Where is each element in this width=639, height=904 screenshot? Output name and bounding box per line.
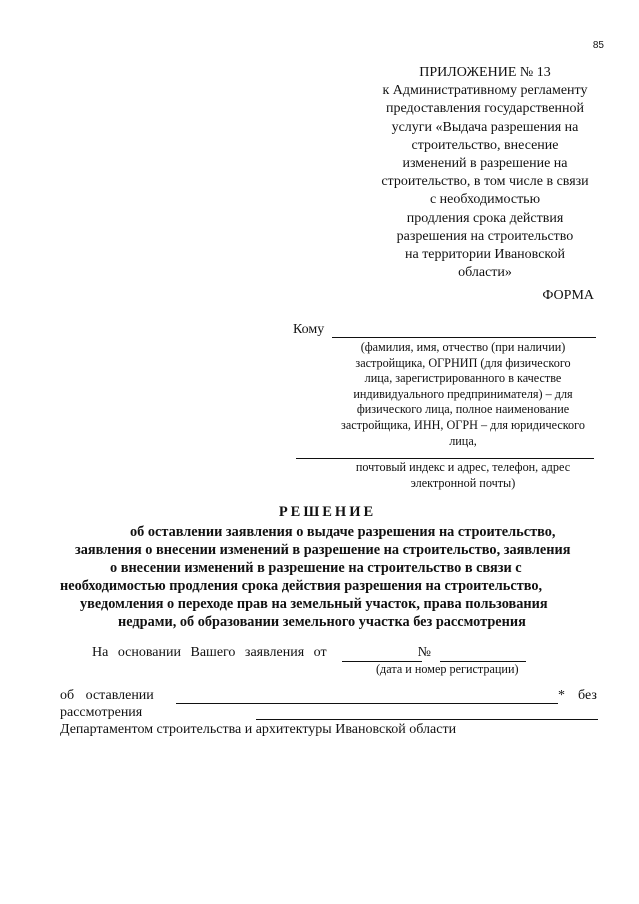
page-number: 85 (592, 40, 604, 51)
form-label: ФОРМА (542, 288, 594, 303)
number-sign: № (417, 645, 431, 660)
decision-subtitle-line: необходимостью продления срока действия разрешения на строительство, (60, 578, 543, 594)
appendix-line: с необходимостью (429, 192, 541, 208)
decision-title: РЕШЕНИЕ (278, 504, 377, 520)
decision-subtitle-line: заявления о внесении изменений в разрешение на строительство, заявления (75, 542, 571, 558)
appendix-line: услуги «Выдача разрешения на (391, 119, 579, 135)
appendix-line: на территории Ивановской (404, 247, 565, 263)
review-text: рассмотрения (60, 705, 143, 720)
appendix-line: строительство, внесение (411, 137, 559, 153)
recipient-hint-line: застройщика, ИНН, ОГРН – для юридического (341, 417, 585, 432)
recipient-hint-line: физического лица, полное наименование (356, 402, 570, 417)
appendix-header (355, 64, 615, 282)
appendix-line: разрешения на строительство (396, 228, 574, 244)
recipient-hint-line: индивидуального предпринимателя) – для (353, 386, 573, 401)
address-hint (318, 460, 608, 491)
appendix-line: к Административному регламенту (382, 83, 588, 99)
without-text: без (578, 688, 597, 703)
recipient-to-label: Кому (293, 322, 325, 337)
date-hint: (дата и номер регистрации) (376, 662, 519, 676)
application-type-input-line[interactable] (176, 703, 558, 704)
decision-subtitle-line: недрами, об образовании земельного участка без рассмотрения (118, 614, 526, 630)
recipient-hint-line: лица, (449, 433, 477, 448)
recipient-hint (318, 340, 608, 449)
recipient-hint-line: (фамилия, имя, отчество (при наличии) (360, 340, 566, 354)
recipient-hint-line: лица, зарегистрированного в качестве (364, 371, 562, 386)
appendix-line: предоставления государственной (385, 101, 585, 117)
basis-text (92, 645, 431, 661)
department-text: Департаментом строительства и архитектуры Ивановской области (60, 722, 457, 737)
appendix-line: изменений в разрешение на (402, 156, 568, 172)
address-hint-line: электронной почты) (410, 475, 516, 490)
decision-subtitle-line: об оставлении заявления о выдаче разрешения на строительство, (130, 524, 556, 540)
recipient-input-line[interactable] (332, 337, 596, 338)
review-input-line[interactable] (256, 719, 598, 720)
appendix-line: ПРИЛОЖЕНИЕ № 13 (419, 65, 551, 80)
recipient-hint-line: застройщика, ОГРНИП (для физического (355, 355, 571, 370)
asterisk-mark: * (558, 688, 565, 703)
basis-label: На основании Вашего заявления от (92, 645, 327, 660)
appendix-line: продления срока действия (406, 210, 564, 226)
appendix-line: строительство, в том числе в связи (381, 174, 589, 190)
decision-subtitle-line: уведомления о переходе прав на земельный участок, права пользования (80, 596, 548, 612)
decision-subtitle-line: о внесении изменений в разрешение на строительство в связи с (110, 560, 522, 576)
leave-text: об оставлении (60, 688, 154, 703)
appendix-line: области» (458, 265, 512, 281)
address-input-line[interactable] (296, 458, 594, 459)
address-hint-line: почтовый индекс и адрес, телефон, адрес (355, 460, 571, 474)
